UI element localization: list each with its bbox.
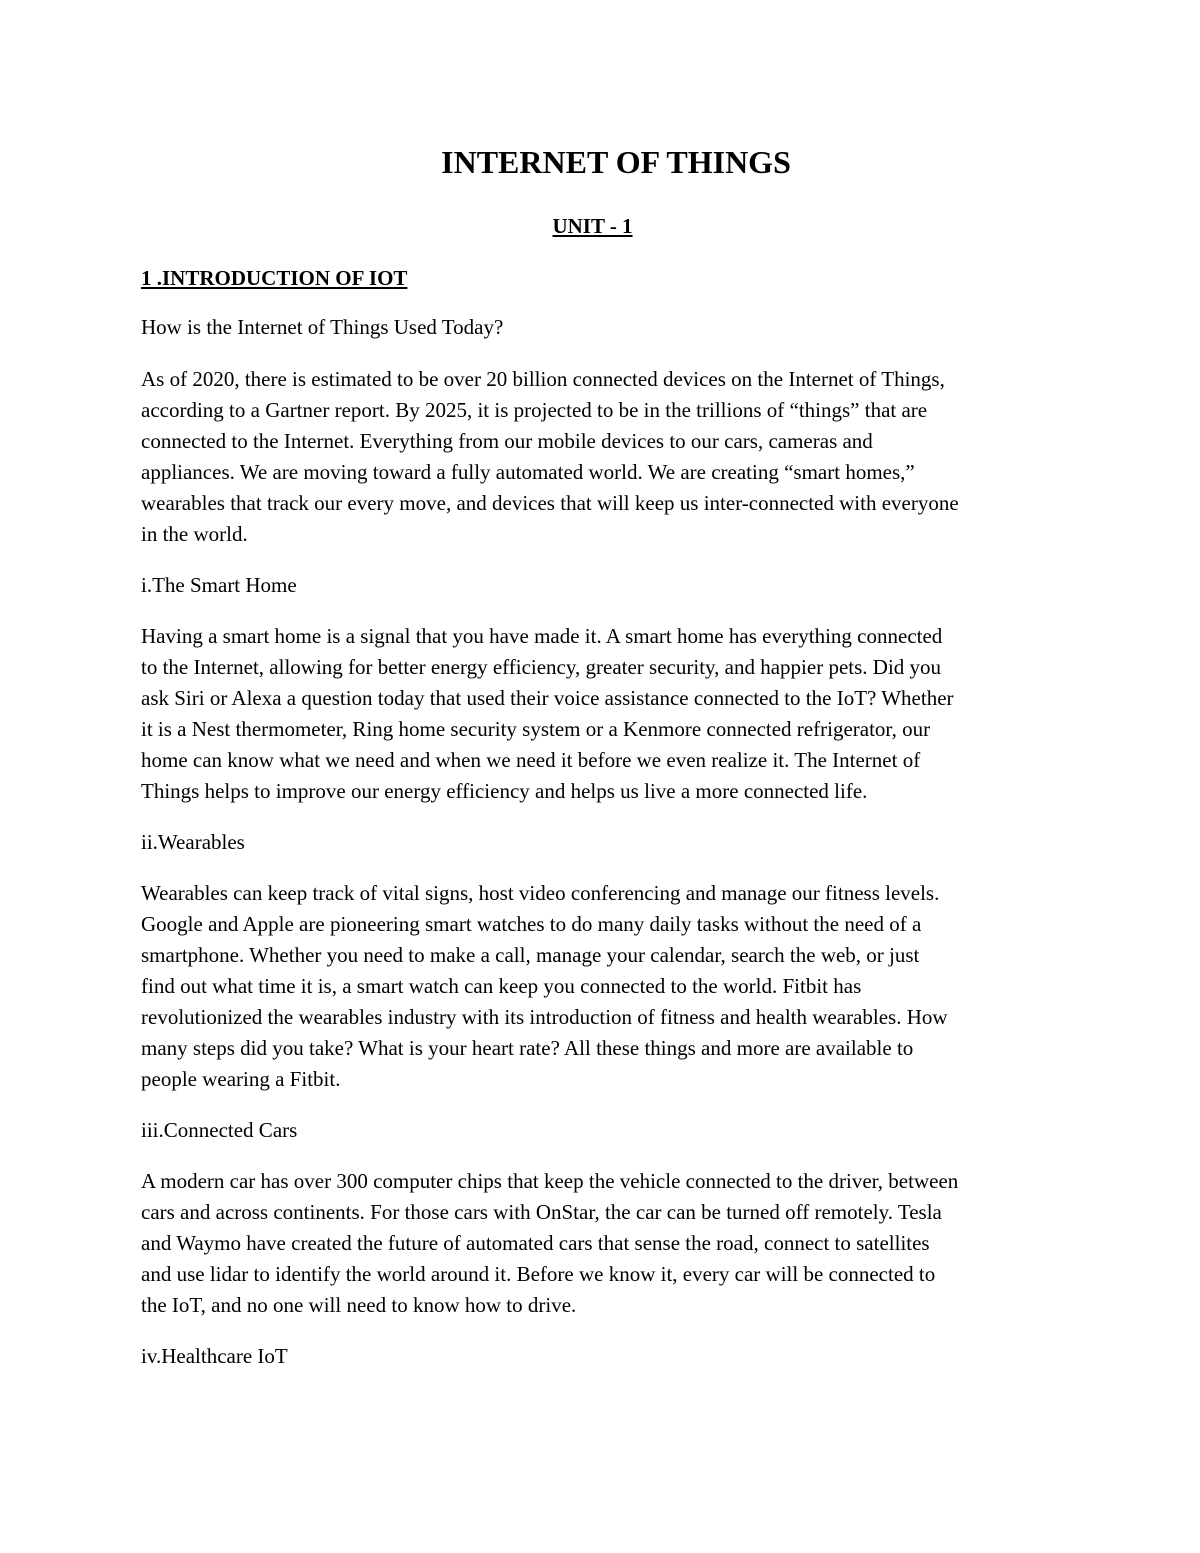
paragraph-line: Having a smart home is a signal that you have made it. A smart home has everything connected (141, 624, 943, 648)
paragraph-line: the IoT, and no one will need to know how to drive. (141, 1293, 577, 1317)
paragraph-line: and use lidar to identify the world around it. Before we know it, every car will be connected to (141, 1262, 936, 1286)
smart-home-paragraph (141, 621, 1071, 807)
section-heading: 1 .INTRODUCTION OF IOT (141, 266, 408, 290)
paragraph-line: according to a Gartner report. By 2025, it is projected to be in the trillions of “things” that are (141, 398, 928, 422)
paragraph-line: appliances. We are moving toward a fully automated world. We are creating “smart homes,” (141, 460, 915, 484)
paragraph-line: connected to the Internet. Everything from our mobile devices to our cars, cameras and (141, 429, 873, 453)
paragraph-line: As of 2020, there is estimated to be over 20 billion connected devices on the Internet of Things, (141, 367, 945, 391)
paragraph-line: smartphone. Whether you need to make a call, manage your calendar, search the web, or just (141, 943, 920, 967)
paragraph-line: Google and Apple are pioneering smart watches to do many daily tasks without the need of a (141, 912, 922, 936)
paragraph-line: Things helps to improve our energy efficiency and helps us live a more connected life. (141, 779, 868, 803)
paragraph-line: find out what time it is, a smart watch can keep you connected to the world. Fitbit has (141, 974, 862, 998)
wearables-paragraph (141, 878, 1071, 1095)
paragraph-line: A modern car has over 300 computer chips that keep the vehicle connected to the driver, between (141, 1169, 959, 1193)
question-line: How is the Internet of Things Used Today? (141, 315, 504, 339)
paragraph-line: in the world. (141, 522, 248, 546)
paragraph-line: it is a Nest thermometer, Ring home security system or a Kenmore connected refrigerator, our (141, 717, 931, 741)
paragraph-line: ask Siri or Alexa a question today that used their voice assistance connected to the IoT? Whether (141, 686, 954, 710)
paragraph-line: people wearing a Fitbit. (141, 1067, 341, 1091)
paragraph-line: cars and across continents. For those cars with OnStar, the car can be turned off remotely. Tesla (141, 1200, 942, 1224)
paragraph-line: wearables that track our every move, and devices that will keep us inter-connected with everyone (141, 491, 959, 515)
paragraph-line: many steps did you take? What is your heart rate? All these things and more are available to (141, 1036, 914, 1060)
intro-paragraph (141, 364, 1071, 550)
unit-heading: UNIT - 1 (552, 214, 633, 238)
document-title: INTERNET OF THINGS (441, 144, 791, 180)
paragraph-line: and Waymo have created the future of automated cars that sense the road, connect to satellites (141, 1231, 930, 1255)
paragraph-line: revolutionized the wearables industry with its introduction of fitness and health wearables. How (141, 1005, 948, 1029)
paragraph-line: Wearables can keep track of vital signs, host video conferencing and manage our fitness levels. (141, 881, 940, 905)
wearables-heading: ii.Wearables (141, 830, 245, 854)
smart-home-heading: i.The Smart Home (141, 573, 297, 597)
connected-cars-heading: iii.Connected Cars (141, 1118, 298, 1142)
connected-cars-paragraph (141, 1166, 1071, 1321)
paragraph-line: to the Internet, allowing for better energy efficiency, greater security, and happier pets. Did you (141, 655, 942, 679)
paragraph-line: home can know what we need and when we need it before we even realize it. The Internet of (141, 748, 921, 772)
healthcare-iot-heading: iv.Healthcare IoT (141, 1344, 288, 1368)
